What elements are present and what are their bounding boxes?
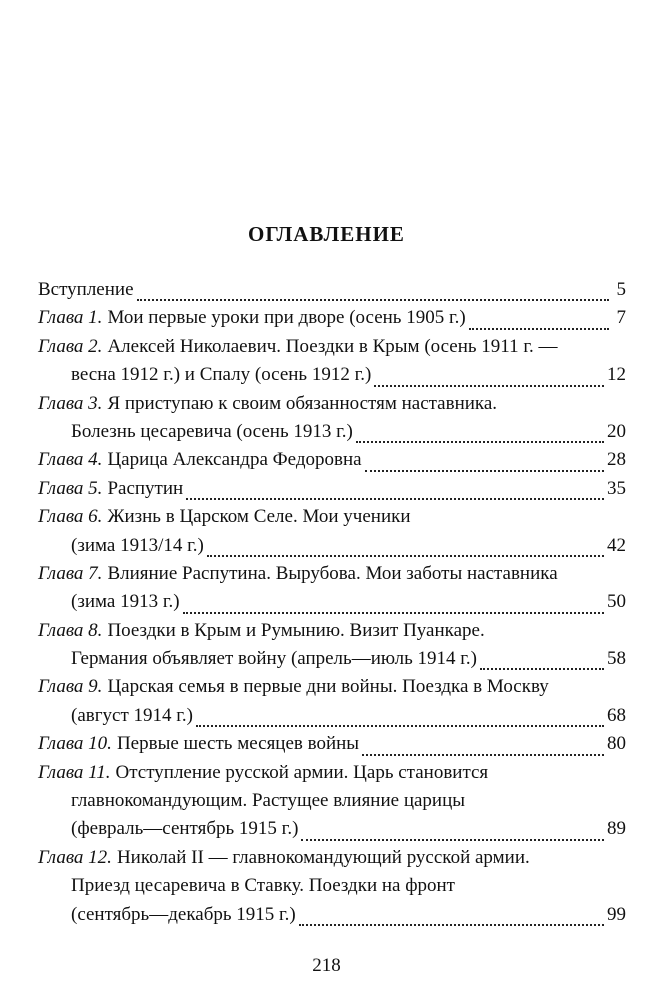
- page-title: ОГЛАВЛЕНИЕ: [248, 222, 405, 246]
- dot-leader: [186, 494, 604, 500]
- entry-title: Я приступаю к своим обязанностям наставника.: [107, 392, 498, 414]
- chapter-label: Глава 2.: [38, 335, 103, 357]
- toc-entry-line: [38, 307, 626, 335]
- toc-entry: [38, 847, 626, 932]
- entry-page-number: 35: [607, 477, 626, 499]
- toc-entry-line: [38, 478, 626, 506]
- toc-entry: [38, 478, 626, 506]
- toc-entry-line: [38, 733, 626, 761]
- toc-entry: [38, 393, 626, 450]
- chapter-label: Глава 9.: [38, 676, 103, 698]
- toc-entry-line: [38, 591, 626, 619]
- entry-title: Влияние Распутина. Вырубова. Мои заботы наставника: [107, 562, 558, 584]
- toc-entry-line: [38, 790, 626, 818]
- chapter-label: Глава 12.: [38, 846, 112, 868]
- dot-leader: [374, 381, 604, 387]
- entry-page-number: 80: [607, 733, 626, 755]
- dot-leader: [299, 920, 604, 926]
- dot-leader: [301, 835, 604, 841]
- dot-leader: [183, 608, 604, 614]
- toc-entry-line: [38, 762, 626, 790]
- entry-page-number: 68: [607, 704, 626, 726]
- toc-entry-line: [38, 279, 626, 307]
- entry-title: (зима 1913 г.): [71, 591, 180, 613]
- entry-title: Первые шесть месяцев войны: [116, 733, 360, 755]
- toc-entry: [38, 733, 626, 761]
- entry-title: Приезд цесаревича в Ставку. Поездки на фронт: [71, 875, 455, 897]
- dot-leader: [480, 664, 604, 670]
- entry-page-number: 20: [607, 420, 626, 442]
- toc-entry: [38, 307, 626, 335]
- toc-entry-line: [38, 563, 626, 591]
- chapter-label: Глава 5.: [38, 477, 103, 499]
- entry-title: (сентябрь—декабрь 1915 г.): [71, 903, 296, 925]
- toc-entry-line: [38, 364, 626, 392]
- entry-title: Отступление русской армии. Царь становится: [115, 761, 489, 783]
- toc-entry-line: [38, 620, 626, 648]
- chapter-label: Глава 6.: [38, 506, 103, 528]
- entry-title: главнокомандующим. Растущее влияние царицы: [71, 790, 466, 812]
- entry-title: Николай II — главнокомандующий русской армии.: [116, 846, 530, 868]
- toc-entry: [38, 449, 626, 477]
- dot-leader: [196, 721, 604, 727]
- entry-page-number: 50: [607, 591, 626, 613]
- entry-title: Поездки в Крым и Румынию. Визит Пуанкаре.: [107, 619, 485, 641]
- entry-page-number: 5: [616, 279, 626, 300]
- toc-entry-line: [38, 336, 626, 364]
- toc-entry-line: [38, 449, 626, 477]
- entry-title: весна 1912 г.) и Спалу (осень 1912 г.): [71, 364, 372, 386]
- toc-entry-line: [38, 393, 626, 421]
- entry-page-number: 89: [607, 818, 626, 840]
- dot-leader: [356, 437, 604, 443]
- entry-title: (август 1914 г.): [71, 704, 193, 726]
- toc-entry-line: [38, 506, 626, 534]
- toc-entry: [38, 620, 626, 677]
- toc-entry-line: [38, 648, 626, 676]
- dot-leader: [469, 324, 609, 330]
- toc-entry-line: [38, 535, 626, 563]
- chapter-label: Глава 4.: [38, 449, 103, 471]
- chapter-label: Глава 10.: [38, 733, 112, 755]
- entry-title: Болезнь цесаревича (осень 1913 г.): [71, 420, 353, 442]
- toc-entry-line: [38, 818, 626, 846]
- dot-leader: [365, 466, 604, 472]
- toc-entry: [38, 676, 626, 733]
- toc-entry-line: [38, 904, 626, 932]
- toc-entry: [38, 506, 626, 563]
- entry-title: Алексей Николаевич. Поездки в Крым (осень 1911 г. —: [107, 335, 558, 357]
- toc-entry: [38, 336, 626, 393]
- toc-entry-line: [38, 705, 626, 733]
- entry-page-number: 58: [607, 648, 626, 670]
- entry-title: (зима 1913/14 г.): [71, 534, 204, 556]
- entry-title: Распутин: [107, 477, 184, 499]
- toc-entry: [38, 762, 626, 847]
- chapter-label: Глава 11.: [38, 761, 111, 783]
- toc-entry-line: [38, 676, 626, 704]
- entry-page-number: 12: [607, 364, 626, 386]
- entry-page-number: 28: [607, 449, 626, 471]
- toc-entry-line: [38, 875, 626, 903]
- page-number: 218: [312, 955, 341, 976]
- toc-entry-line: [38, 847, 626, 875]
- entry-page-number: 99: [607, 903, 626, 925]
- entry-title: Германия объявляет войну (апрель—июль 1914 г.): [71, 648, 477, 670]
- entry-title: Вступление: [38, 279, 134, 300]
- toc-entry: [38, 563, 626, 620]
- toc-entry-line: [38, 421, 626, 449]
- entry-page-number: 7: [616, 307, 626, 329]
- chapter-label: Глава 7.: [38, 562, 103, 584]
- entry-title: Жизнь в Царском Селе. Мои ученики: [107, 506, 411, 528]
- entry-title: Царская семья в первые дни войны. Поездка в Москву: [107, 676, 549, 698]
- dot-leader: [207, 551, 604, 557]
- chapter-label: Глава 3.: [38, 392, 103, 414]
- table-of-contents: [38, 279, 626, 932]
- toc-entry: [38, 279, 626, 307]
- entry-title: (февраль—сентябрь 1915 г.): [71, 818, 299, 840]
- dot-leader: [362, 750, 604, 756]
- entry-title: Мои первые уроки при дворе (осень 1905 г.): [107, 307, 466, 329]
- dot-leader: [137, 295, 609, 301]
- entry-title: Царица Александра Федоровна: [107, 449, 362, 471]
- entry-page-number: 42: [607, 534, 626, 556]
- chapter-label: Глава 1.: [38, 307, 103, 329]
- chapter-label: Глава 8.: [38, 619, 103, 641]
